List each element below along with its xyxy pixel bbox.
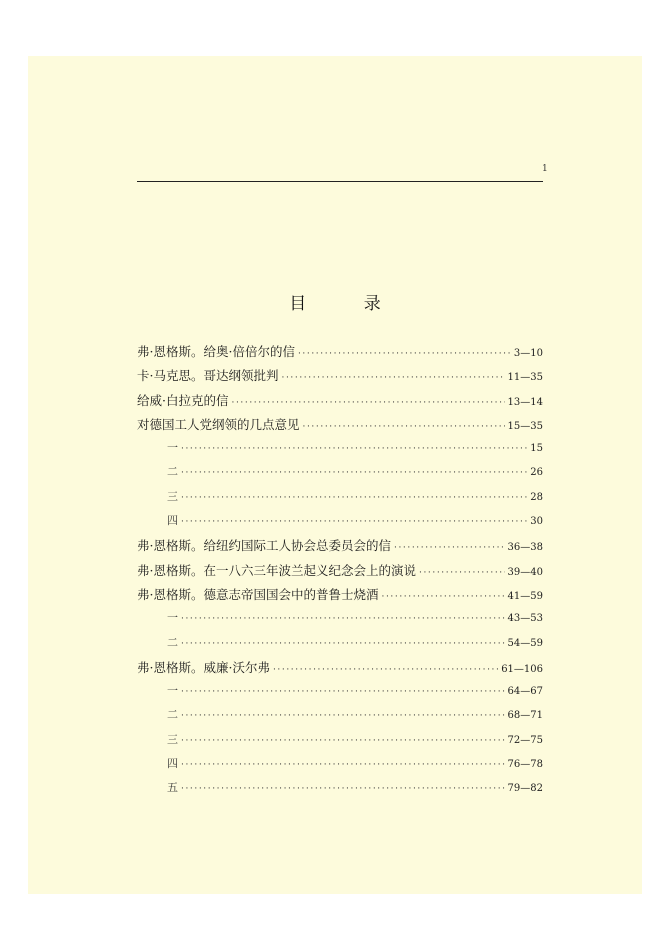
- dot-leader: [181, 785, 505, 794]
- toc-subentry-label: 一: [167, 441, 178, 455]
- toc-subentry-pages: 68—71: [507, 710, 543, 722]
- toc-entry-label: 对德国工人党纲领的几点意见: [137, 416, 300, 432]
- toc-subentry[interactable]: [137, 634, 543, 658]
- toc-entry[interactable]: [137, 415, 543, 439]
- dot-leader: [273, 666, 498, 675]
- toc-subentry-label: 五: [167, 781, 178, 795]
- dot-leader: [281, 374, 504, 383]
- toc-entry[interactable]: [137, 366, 543, 390]
- dot-leader: [181, 737, 505, 746]
- toc-entry-label: 弗·恩格斯。在一八六三年波兰起义纪念会上的演说: [137, 562, 416, 578]
- toc-entry[interactable]: [137, 658, 543, 682]
- toc-subentry-label: 一: [167, 684, 178, 698]
- toc-entry-label: 弗·恩格斯。给奥·倍倍尔的信: [137, 344, 295, 359]
- toc-subentry[interactable]: [137, 706, 543, 730]
- dot-leader: [298, 350, 511, 359]
- toc-subentry-label: 一: [167, 611, 178, 625]
- toc-entry[interactable]: [137, 342, 543, 366]
- dot-leader: [394, 544, 505, 553]
- dot-leader: [181, 494, 527, 503]
- toc-subentry[interactable]: [137, 439, 543, 463]
- toc-entry-pages: 13—14: [507, 396, 543, 408]
- toc-entry-label: 弗·恩格斯。给纽约国际工人协会总委员会的信: [137, 538, 391, 554]
- toc-subentry-pages: 72—75: [507, 734, 543, 746]
- toc-subentry[interactable]: [137, 609, 543, 633]
- toc-subentry-pages: 79—82: [507, 783, 543, 795]
- header-rule: [137, 181, 543, 182]
- page-title: 目 录: [289, 294, 407, 314]
- toc-subentry-label: 二: [167, 708, 178, 722]
- dot-leader: [181, 761, 505, 770]
- toc-entry-pages: 39—40: [507, 566, 543, 578]
- dot-leader: [181, 518, 527, 527]
- dot-leader: [381, 593, 504, 602]
- toc-subentry-label: 三: [167, 489, 178, 503]
- toc-subentry[interactable]: [137, 463, 543, 487]
- toc-subentry-label: 三: [167, 732, 178, 746]
- toc-entry-label: 弗·恩格斯。德意志帝国国会中的普鲁士烧酒: [137, 586, 379, 602]
- toc-subentry[interactable]: [137, 731, 543, 755]
- toc-entry-pages: 41—59: [507, 590, 543, 602]
- dot-leader: [419, 569, 505, 578]
- table-of-contents: [137, 342, 543, 804]
- toc-subentry[interactable]: [137, 682, 543, 706]
- toc-subentry[interactable]: [137, 755, 543, 779]
- toc-subentry[interactable]: [137, 488, 543, 512]
- toc-entry[interactable]: [137, 391, 543, 415]
- toc-subentry-pages: 26: [530, 467, 543, 479]
- dot-leader: [181, 445, 527, 454]
- toc-subentry-pages: 43—53: [507, 613, 543, 625]
- toc-entry-pages: 3—10: [513, 348, 543, 359]
- toc-entry-pages: 11—35: [507, 372, 543, 384]
- toc-subentry-pages: 30: [530, 516, 543, 528]
- toc-subentry-label: 二: [167, 465, 178, 479]
- toc-subentry-pages: 54—59: [507, 637, 543, 649]
- toc-entry-pages: 15—35: [507, 420, 543, 432]
- toc-subentry[interactable]: [137, 779, 543, 803]
- toc-subentry-label: 四: [167, 514, 178, 528]
- dot-leader: [181, 469, 527, 478]
- toc-subentry-label: 二: [167, 635, 178, 649]
- dot-leader: [181, 712, 505, 721]
- toc-entry[interactable]: [137, 536, 543, 560]
- document-page: [28, 56, 642, 894]
- toc-entry-label: 给威·白拉克的信: [137, 392, 229, 408]
- dot-leader: [231, 399, 504, 408]
- toc-subentry-label: 四: [167, 757, 178, 771]
- dot-leader: [303, 423, 505, 432]
- toc-subentry-pages: 15: [530, 443, 543, 455]
- toc-subentry-pages: 64—67: [507, 686, 543, 698]
- dot-leader: [181, 640, 505, 649]
- toc-subentry-pages: 76—78: [507, 759, 543, 771]
- toc-entry-label: 弗·恩格斯。威廉·沃尔弗: [137, 659, 270, 675]
- toc-entry[interactable]: [137, 561, 543, 585]
- dot-leader: [181, 688, 505, 697]
- toc-subentry[interactable]: [137, 512, 543, 536]
- toc-entry[interactable]: [137, 585, 543, 609]
- toc-entry-pages: 36—38: [507, 542, 543, 554]
- dot-leader: [181, 615, 505, 624]
- toc-entry-pages: 61—106: [501, 663, 543, 675]
- page-number: 1: [542, 164, 548, 174]
- toc-subentry-pages: 28: [530, 491, 543, 503]
- toc-entry-label: 卡·马克思。哥达纲领批判: [137, 368, 279, 384]
